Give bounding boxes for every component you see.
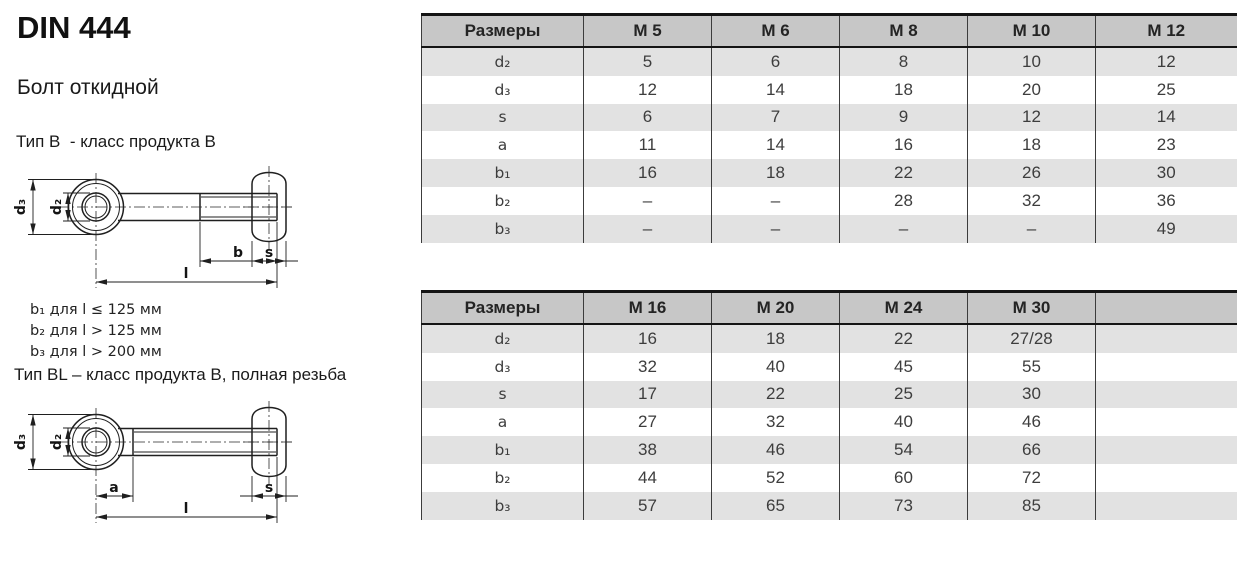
- cell: 18: [712, 159, 840, 187]
- dim-label-l: l: [183, 266, 189, 282]
- table-row: [422, 159, 1237, 187]
- cell: 14: [1096, 104, 1237, 132]
- col-header-sizes: Размеры: [422, 15, 584, 48]
- cell: 57: [584, 492, 712, 520]
- dim-label-d3: d₃: [13, 198, 29, 216]
- table-row: [422, 47, 1237, 76]
- cell: 66: [968, 436, 1096, 464]
- table-row: [422, 436, 1237, 464]
- cell: 18: [968, 131, 1096, 159]
- cell: 55: [968, 353, 1096, 381]
- cell: 10: [968, 47, 1096, 76]
- cell: –: [584, 187, 712, 215]
- note-b3: b₃ для l > 200 мм: [30, 344, 162, 360]
- cell: 12: [968, 104, 1096, 132]
- row-label: s: [422, 104, 584, 132]
- row-label: d₃: [422, 76, 584, 104]
- cell: 6: [584, 104, 712, 132]
- cell: 27: [584, 408, 712, 436]
- cell: [1096, 408, 1237, 436]
- cell: 11: [584, 131, 712, 159]
- cell: 6: [712, 47, 840, 76]
- cell: –: [840, 215, 968, 243]
- table-row: [422, 215, 1237, 243]
- cell: 17: [584, 381, 712, 409]
- col-header-empty: [1096, 292, 1237, 325]
- cell: 45: [840, 353, 968, 381]
- row-label: b₂: [422, 464, 584, 492]
- dim-label-a: a: [109, 480, 119, 496]
- cell: –: [968, 215, 1096, 243]
- cell: [1096, 324, 1237, 353]
- row-label: b₃: [422, 215, 584, 243]
- cell: 22: [840, 159, 968, 187]
- cell: 54: [840, 436, 968, 464]
- cell: –: [712, 187, 840, 215]
- cell: [1096, 381, 1237, 409]
- table-row: [422, 324, 1237, 353]
- cell: 40: [840, 408, 968, 436]
- table-row: [422, 353, 1237, 381]
- cell: 25: [840, 381, 968, 409]
- thread-length-notes: [30, 300, 162, 363]
- dim-label-s: s: [264, 245, 274, 261]
- cell: 52: [712, 464, 840, 492]
- cell: 44: [584, 464, 712, 492]
- cell: 5: [584, 47, 712, 76]
- type-b-drawing: [10, 161, 310, 296]
- cell: –: [712, 215, 840, 243]
- col-header-m16: M 16: [584, 292, 712, 325]
- table-row: [422, 104, 1237, 132]
- table-row: [422, 464, 1237, 492]
- cell: 20: [968, 76, 1096, 104]
- dim-label-s: s: [264, 480, 274, 496]
- col-header-m24: M 24: [840, 292, 968, 325]
- dim-label-l: l: [183, 501, 189, 517]
- table-row: [422, 131, 1237, 159]
- cell: [1096, 464, 1237, 492]
- col-header-m20: M 20: [712, 292, 840, 325]
- cell: 16: [840, 131, 968, 159]
- cell: 22: [840, 324, 968, 353]
- col-header-m6: M 6: [712, 15, 840, 48]
- cell: 12: [584, 76, 712, 104]
- row-label: b₃: [422, 492, 584, 520]
- row-label: a: [422, 408, 584, 436]
- cell: 25: [1096, 76, 1237, 104]
- cell: [1096, 353, 1237, 381]
- row-label: d₂: [422, 324, 584, 353]
- dimensions-table-m5-m12: [421, 13, 1237, 243]
- cell: 14: [712, 76, 840, 104]
- cell: 85: [968, 492, 1096, 520]
- dimensions-table-m16-m30: [421, 290, 1237, 520]
- row-label: d₂: [422, 47, 584, 76]
- cell: 18: [840, 76, 968, 104]
- cell: 26: [968, 159, 1096, 187]
- cell: 16: [584, 159, 712, 187]
- cell: 7: [712, 104, 840, 132]
- cell: 16: [584, 324, 712, 353]
- table-row: [422, 381, 1237, 409]
- cell: 22: [712, 381, 840, 409]
- cell: 60: [840, 464, 968, 492]
- type-bl-drawing: [10, 396, 310, 531]
- cell: 8: [840, 47, 968, 76]
- cell: –: [584, 215, 712, 243]
- type-bl-caption: Тип BL – класс продукта B, полная резьба: [14, 365, 347, 384]
- dim-label-b: b: [232, 245, 244, 261]
- table-row: [422, 76, 1237, 104]
- cell: 30: [968, 381, 1096, 409]
- row-label: b₁: [422, 436, 584, 464]
- cell: 36: [1096, 187, 1237, 215]
- cell: 46: [712, 436, 840, 464]
- cell: 65: [712, 492, 840, 520]
- cell: 72: [968, 464, 1096, 492]
- col-header-m30: M 30: [968, 292, 1096, 325]
- dim-label-d3: d₃: [13, 433, 29, 451]
- col-header-m5: M 5: [584, 15, 712, 48]
- row-label: s: [422, 381, 584, 409]
- col-header-sizes: Размеры: [422, 292, 584, 325]
- table-row: [422, 408, 1237, 436]
- table-header-row: [422, 15, 1237, 48]
- col-header-m8: M 8: [840, 15, 968, 48]
- table-row: [422, 492, 1237, 520]
- page-title: DIN 444: [17, 10, 131, 45]
- cell: 12: [1096, 47, 1237, 76]
- cell: 32: [968, 187, 1096, 215]
- cell: 32: [584, 353, 712, 381]
- cell: 28: [840, 187, 968, 215]
- note-b1: b₁ для l ≤ 125 мм: [30, 302, 162, 318]
- page-subtitle: Болт откидной: [17, 76, 159, 99]
- cell: 14: [712, 131, 840, 159]
- cell: 49: [1096, 215, 1237, 243]
- table-header-row: [422, 292, 1237, 325]
- cell: 30: [1096, 159, 1237, 187]
- dim-label-d2: d₂: [49, 198, 65, 216]
- cell: 38: [584, 436, 712, 464]
- col-header-m12: M 12: [1096, 15, 1237, 48]
- cell: 73: [840, 492, 968, 520]
- table-row: [422, 187, 1237, 215]
- note-b2: b₂ для l > 125 мм: [30, 323, 162, 339]
- row-label: b₁: [422, 159, 584, 187]
- cell: 46: [968, 408, 1096, 436]
- col-header-m10: M 10: [968, 15, 1096, 48]
- cell: 32: [712, 408, 840, 436]
- cell: 9: [840, 104, 968, 132]
- cell: 18: [712, 324, 840, 353]
- cell: 40: [712, 353, 840, 381]
- type-b-caption: Тип B - класс продукта B: [16, 132, 216, 151]
- cell: [1096, 492, 1237, 520]
- dim-label-d2: d₂: [49, 433, 65, 451]
- cell: 27/28: [968, 324, 1096, 353]
- cell: 23: [1096, 131, 1237, 159]
- row-label: b₂: [422, 187, 584, 215]
- cell: [1096, 436, 1237, 464]
- row-label: a: [422, 131, 584, 159]
- row-label: d₃: [422, 353, 584, 381]
